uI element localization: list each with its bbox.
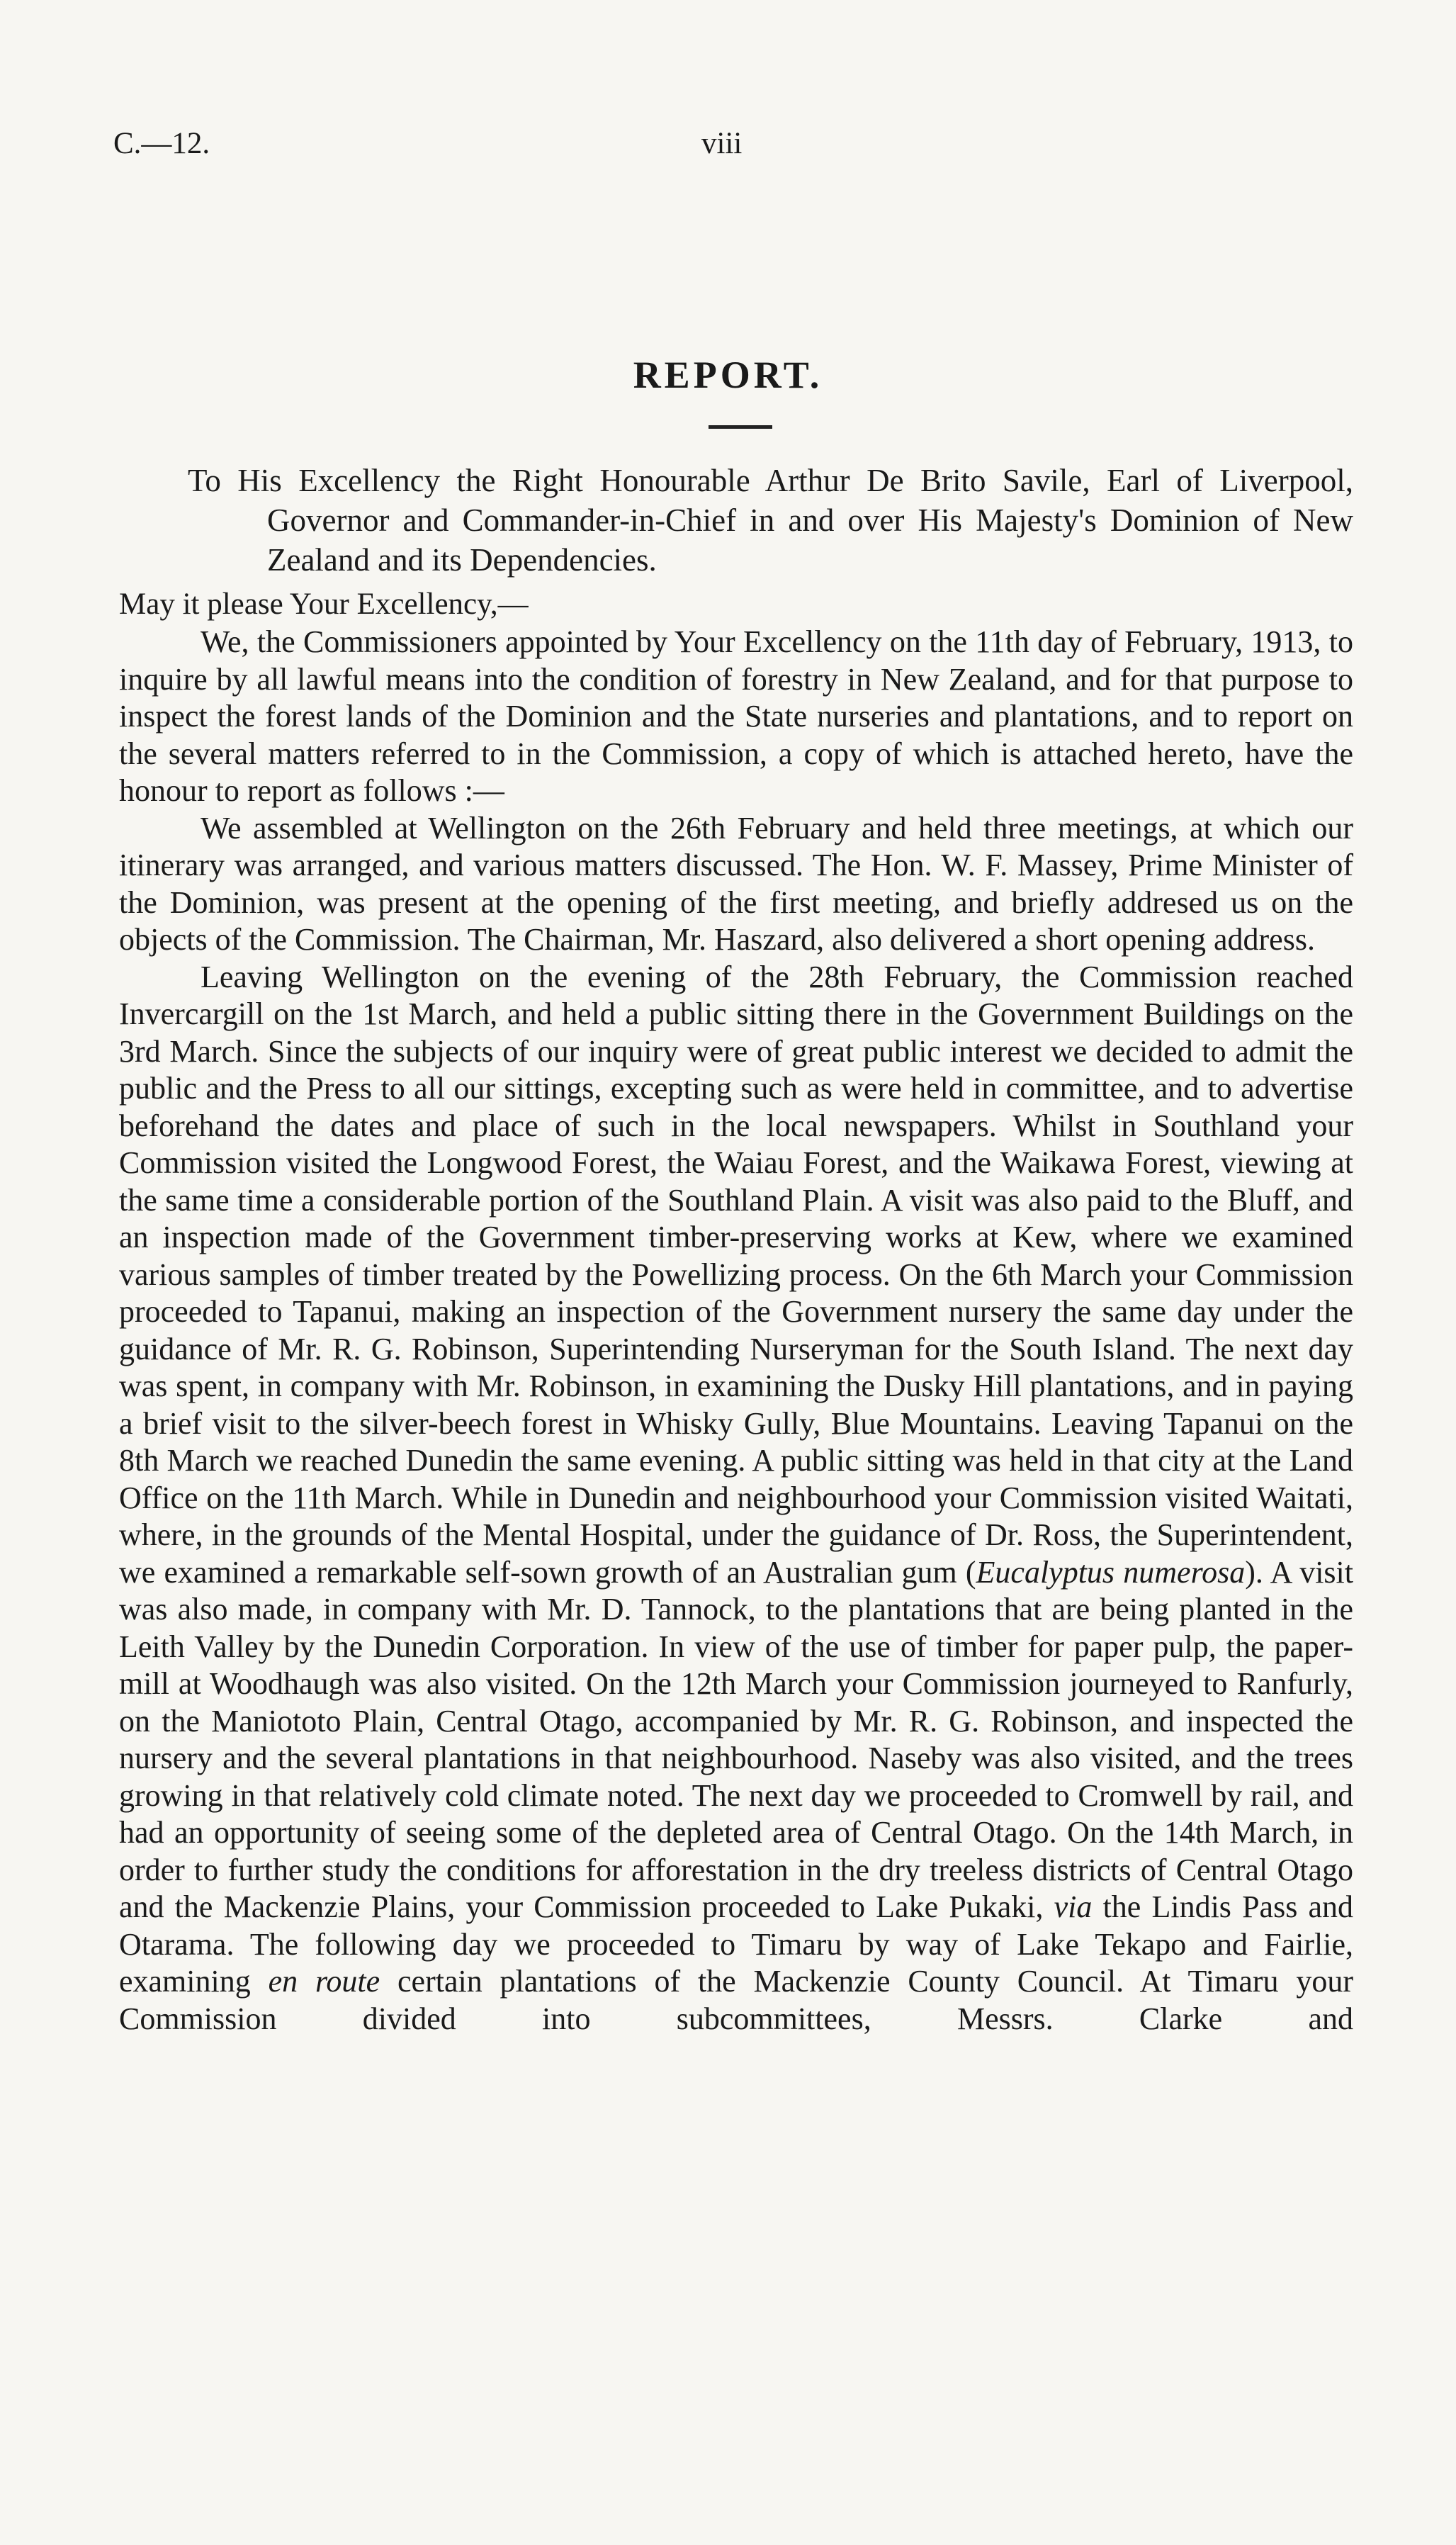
via-italic: via	[1054, 1889, 1093, 1924]
address-block	[188, 461, 1353, 580]
address-text: To His Excellency the Right Honourable Arthur De Brito Savile, Earl of Liverpool, Governor and Commander-in-Chief in and over His Majesty's Dominion of New Zealand and its Dependencies.	[188, 463, 1353, 578]
page-number: viii	[701, 127, 743, 160]
en-route-italic: en route	[268, 1964, 380, 1999]
paragraph-2: We assembled at Wellington on the 26th February and held three meetings, at which our itinerary was arranged, and various matters discussed. The Hon. W. F. Massey, Prime Minister of the Dominion, was present at the opening of the first meeting, and briefly addresed us on the objects of the Commission. The Chairman, Mr. Haszard, also delivered a short opening address.	[119, 810, 1353, 957]
title-rule	[709, 425, 772, 429]
paragraph-3	[119, 959, 1353, 2038]
paragraph-3-text-a: Leaving Wellington on the evening of the 28th February, the Commission reached Invercargill on the 1st March, and held a public sitting there in the Government Buildings on the 3rd March. Since the subjects of our inquiry were of great public interest we decided to admit the public and the Press to all our sittings, excepting such as were held in committee, and to advertise beforehand the dates and place of such in the local newspapers. Whilst in Southland your Commission visited the Longwood Forest, the Waiau Forest, and the Waikawa Forest, viewing at the same time a considerable portion of the Southland Plain. A visit was also paid to the Bluff, and an inspection made of the Government timber-preserving works at Kew, where we examined various samples of timber treated by the Powellizing process. On the 6th March your Commission proceeded to Tapanui, making an inspection of the Government nursery the same day under the guidance of Mr. R. G. Robinson, Superintending Nurseryman for the South Island. The next day was spent, in company with Mr. Robinson, in examining the Dusky Hill plantations, and in paying a brief visit to the silver-beech forest in Whisky Gully, Blue Mountains. Leaving Tapanui on the 8th March we reached Dunedin the same evening. A public sitting was held in that city at the Land Office on the 11th March. While in Dunedin and neighbourhood your Commission visited Waitati, where, in the grounds of the Mental Hospital, under the guidance of Dr. Ross, the Superintendent, we examined a remarkable self-sown growth of an Australian gum (	[119, 959, 1353, 1590]
species-name: Eucalyptus numerosa	[976, 1554, 1246, 1590]
paragraph-3-text-c: the Lindis Pass and Otarama. The following day we proceeded to Timaru by way of Lake Tekapo and Fairlie, examining	[119, 1889, 1353, 1999]
document-reference: C.—12.	[113, 127, 210, 160]
paragraph-3-text-d: certain plantations of the Mackenzie County Council. At Timaru your Commission divided into subcommittees, Messrs. Clarke and	[119, 1964, 1353, 2036]
report-title: REPORT.	[633, 354, 823, 396]
paragraph-3-text-b: ). A visit was also made, in company with Mr. D. Tannock, to the plantations that are being planted in the Leith Valley by the Dunedin Corporation. In view of the use of timber for paper pulp, the paper-mill at Woodhaugh was also visited. On the 12th March your Commission journeyed to Ranfurly, on the Maniototo Plain, Central Otago, accompanied by Mr. R. G. Robinson, and inspected the nursery and the several plantations in that neighbourhood. Naseby was also visited, and the trees growing in that relatively cold climate noted. The next day we proceeded to Cromwell by rail, and had an opportunity of seeing some of the depleted area of Central Otago. On the 14th March, in order to further study the conditions for afforestation in the dry treeless districts of Central Otago and the Mackenzie Plains, your Commission proceeded to Lake Pukaki,	[119, 1554, 1354, 1924]
salutation: May it please Your Excellency,—	[119, 588, 529, 621]
paragraph-1: We, the Commissioners appointed by Your Excellency on the 11th day of February, 1913, to inquire by all lawful means into the condition of forestry in New Zealand, and for that purpose to inspect the forest lands of the Dominion and the State nurseries and plantations, and to report on the several matters referred to in the Commission, a copy of which is attached hereto, have the honour to report as follows :—	[119, 624, 1353, 808]
report-body	[119, 624, 1353, 2038]
